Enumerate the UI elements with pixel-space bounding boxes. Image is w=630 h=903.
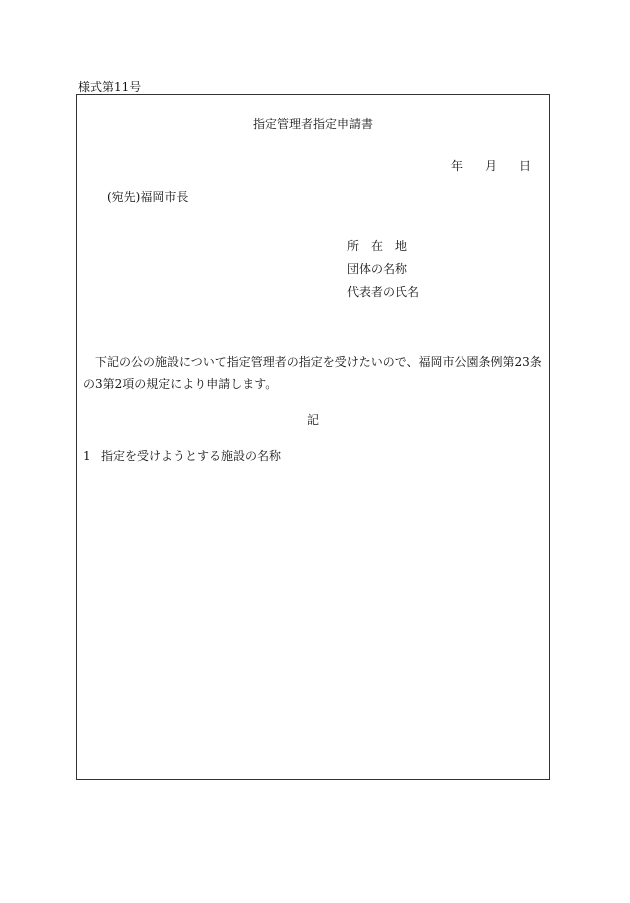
- date-line: [451, 157, 531, 174]
- form-number: 様式第11号: [78, 80, 142, 94]
- applicant-representative-label: 代表者の氏名: [347, 285, 420, 299]
- applicant-block: [347, 235, 419, 304]
- item-number: 1: [83, 449, 91, 463]
- body-text: 下記の公の施設について指定管理者の指定を受けたいので、福岡市公園条例第23条の3第2項の規定により申請します。: [83, 355, 542, 391]
- applicant-org-name-label: 団体の名称: [347, 262, 408, 276]
- date-month-label: 月: [484, 159, 497, 173]
- item-text: 指定を受けようとする施設の名称: [101, 449, 282, 463]
- application-form-frame: [76, 94, 550, 780]
- date-day-label: 日: [518, 159, 531, 173]
- applicant-location-label: 所 在 地: [347, 239, 408, 253]
- date-year-label: 年: [450, 159, 463, 173]
- addressee: (宛先)福岡市長: [107, 190, 189, 204]
- list-item: [83, 447, 281, 464]
- form-title: 指定管理者指定申請書: [252, 117, 373, 131]
- ki-heading: 記: [306, 413, 319, 427]
